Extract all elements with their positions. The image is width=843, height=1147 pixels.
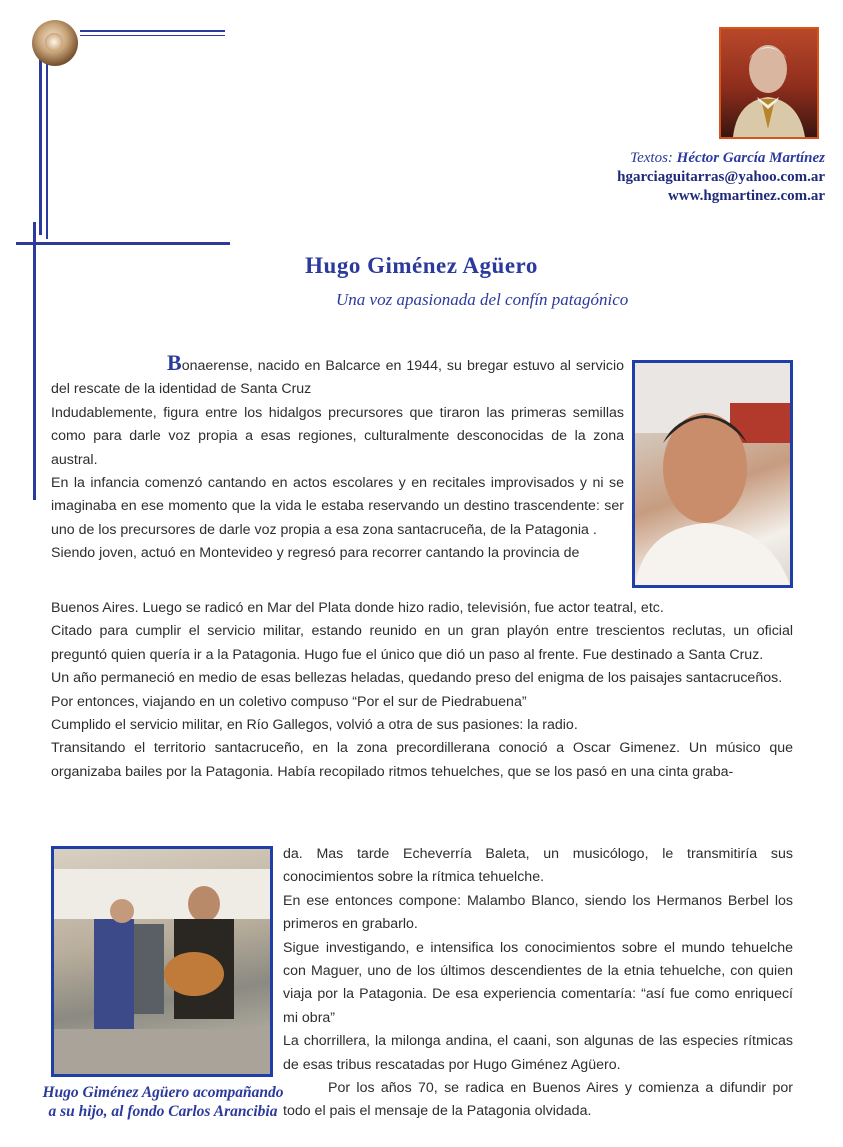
text-block-1 <box>51 351 624 566</box>
paragraph-11: da. Mas tarde Echeverría Baleta, un musicólogo, le transmitiría sus conocimientos sobre la rítmica tehuelche. <box>283 846 793 886</box>
paragraph-1-text: onaerense, nacido en Balcarce en 1944, su bregar estuvo al servicio del rescate de la identidad de Santa Cruz <box>51 358 624 398</box>
author-portrait-image <box>721 29 817 137</box>
paragraph-10: Transitando el territorio santacruceño, en la zona precordillerana conoció a Oscar Gimenez. Un músico que organizaba bailes por la Patagonia. Había recopilado ritmos tehuelches, que se los pasó en una cinta graba- <box>51 740 793 780</box>
paragraph-13: Sigue investigando, e intensifica los conocimientos sobre el mundo tehuelche con Maguer, uno de los últimos descendientes de la etnia tehuelche, con quien viaja por la Patagonia. De esa experiencia comentaría: “así fue como enriquecí mi obra” <box>283 939 793 1026</box>
frame-line-vertical-2 <box>46 64 48 239</box>
author-website[interactable]: www.hgmartinez.com.ar <box>667 188 825 204</box>
article-subtitle: Una voz apasionada del confín patagónico <box>336 290 629 309</box>
photo-portrait-image <box>635 363 790 585</box>
paragraph-9: Cumplido el servicio militar, en Río Gallegos, volvió a otra de sus pasiones: la radio. <box>51 717 578 734</box>
paragraph-12: En ese entonces compone: Malambo Blanco, siendo los Hermanos Berbel los primeros en grabarlo. <box>283 892 793 933</box>
photo-caption: Hugo Giménez Agüero acompañando a su hijo, al fondo Carlos Arancibia <box>42 1084 284 1120</box>
paragraph-2: Indudablemente, figura entre los hidalgos precursores que tiraron las primeras semillas como para darle voz propia a esas regiones, culturalmente desconocidas de la zona austral. <box>51 404 624 468</box>
paragraph-5: Buenos Aires. Luego se radicó en Mar del Plata donde hizo radio, televisión, fue actor teatral, etc. <box>51 600 664 616</box>
photo-performance-image <box>54 849 270 1074</box>
paragraph-6: Citado para cumplir el servicio militar, estando reunido en un gran playón entre trescientos reclutas, un oficial preguntó quien quería ir a la Patagonia. Hugo fue el único que dió un paso al frente. Fue destinado a Santa Cruz. <box>51 623 793 663</box>
photo-portrait <box>632 360 793 588</box>
paragraph-4: Siendo joven, actuó en Montevideo y regresó para recorrer cantando la provincia de <box>51 545 580 562</box>
photo-performance <box>51 846 273 1077</box>
drop-cap: B <box>167 350 182 375</box>
frame-line-top-2 <box>80 35 225 36</box>
credit-line <box>617 149 825 168</box>
paragraph-8: Por entonces, viajando en un coletivo compuso “Por el sur de Piedrabuena” <box>51 693 527 710</box>
paragraph-7: Un año permaneció en medio de esas bellezas heladas, quedando preso del enigma de los paisajes santacruceños. <box>51 670 783 687</box>
logo <box>32 20 78 66</box>
article-title: Hugo Giménez Agüero <box>305 253 538 278</box>
paragraph-3: En la infancia comenzó cantando en actos escolares y en recitales improvisados y ni se imaginaba en ese momento que la vida le estaba reservando un destino trascendente: ser uno de los precursores de darle voz propia a esa zona santacruceña, de la Patagonia . <box>51 475 624 538</box>
text-block-3 <box>283 843 793 1124</box>
author-email[interactable]: hgarciaguitarras@yahoo.com.ar <box>617 169 825 185</box>
frame-line-top-1 <box>80 30 225 32</box>
credit-author: Héctor García Martínez <box>676 150 825 166</box>
credit-label: Textos: <box>630 150 673 166</box>
credits <box>617 149 825 206</box>
text-block-2 <box>51 597 793 784</box>
frame-line-horizontal <box>16 242 230 245</box>
paragraph-14: La chorrillera, la milonga andina, el caani, son algunas de las especies rítmicas de esas tribus rescatadas por Hugo Giménez Agüero. <box>283 1033 793 1073</box>
paragraph-1 <box>51 351 624 402</box>
author-portrait <box>719 27 819 139</box>
paragraph-15: Por los años 70, se radica en Buenos Aires y comienza a difundir por todo el pais el mensaje de la Patagonia olvidada. <box>283 1080 793 1120</box>
